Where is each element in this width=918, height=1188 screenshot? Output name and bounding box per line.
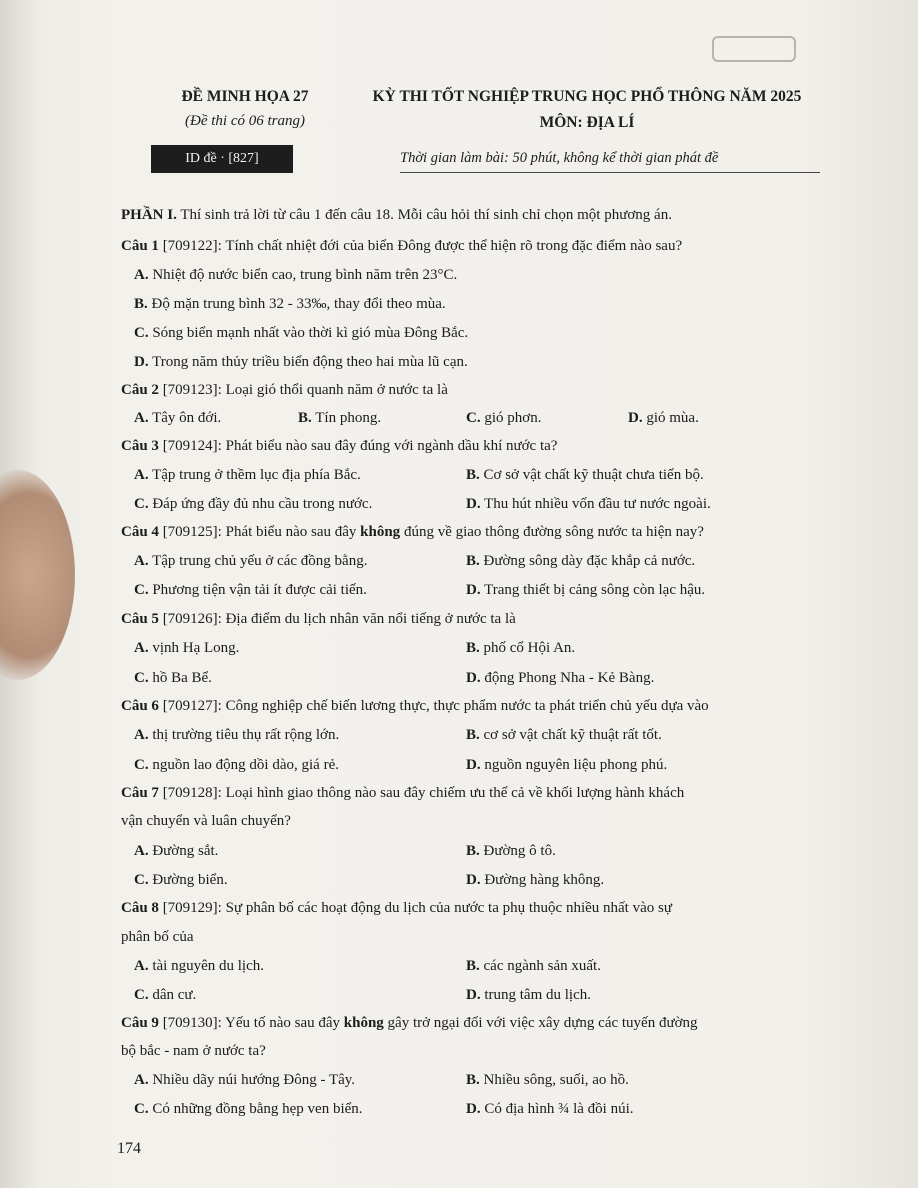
option-1b [134,296,446,313]
option-letter: B. [298,410,312,426]
option-letter: A. [134,640,149,656]
question-text: [709128]: Loại hình giao thông nào sau đây chiếm ưu thế cả về khối lượng hành khách [158,785,685,801]
option-text: Đường sông dày đặc khắp cả nước. [483,553,696,569]
option-text: thị trường tiêu thụ rất rộng lớn. [152,727,340,743]
question-text: [709123]: Loại gió thổi quanh năm ở nước ta là [158,382,448,398]
question-text: [709124]: Phát biểu nào sau đây đúng với ngành dầu khí nước ta? [158,438,558,454]
option-2b [298,410,381,427]
option-letter: D. [134,354,149,370]
question-label: Câu 8 [121,900,159,916]
option-text: Đường hàng không. [484,872,605,888]
option-letter: C. [134,987,149,1003]
pages-note: (Đề thi có 06 trang) [185,113,305,129]
option-text: Nhiều dãy núi hướng Đông - Tây. [152,1072,356,1088]
option-text: gió phơn. [484,410,542,426]
option-letter: B. [466,1072,480,1088]
option-text: Đường biển. [152,872,228,888]
question-1 [121,238,682,255]
question-label: Câu 4 [121,524,159,540]
option-8c [134,987,196,1004]
option-6c [134,757,339,774]
option-3d [466,496,711,513]
option-letter: B. [466,843,480,859]
option-letter: C. [134,582,149,598]
option-8b [466,958,601,975]
option-1c [134,325,468,342]
page-number: 174 [117,1140,141,1157]
option-letter: C. [134,670,149,686]
option-text: Nhiệt độ nước biển cao, trung bình năm trên 23°C. [152,267,458,283]
option-1d [134,354,468,371]
question-8 [121,900,672,917]
option-text: gió mùa. [646,410,699,426]
option-letter: B. [466,553,480,569]
exam-id-badge: ID đề · [827] [151,145,293,173]
option-text: tài nguyên du lịch. [152,958,264,974]
option-letter: A. [134,1072,149,1088]
option-letter: C. [134,1101,149,1117]
option-letter: B. [466,467,480,483]
option-text: Phương tiện vận tải ít được cải tiến. [152,582,367,598]
option-text: hồ Ba Bể. [152,670,212,686]
option-letter: A. [134,958,149,974]
option-3c [134,496,372,513]
option-text: Cơ sở vật chất kỹ thuật chưa tiến bộ. [483,467,704,483]
option-8d [466,987,591,1004]
option-letter: D. [628,410,643,426]
question-5 [121,611,516,628]
option-7d [466,872,604,889]
option-text: phố cổ Hội An. [483,640,576,656]
option-3b [466,467,704,484]
option-letter: A. [134,467,149,483]
question-label: Câu 6 [121,698,159,714]
option-5c [134,670,212,687]
option-6b [466,727,662,744]
option-letter: D. [466,987,481,1003]
question-emphasis: không [360,524,401,540]
question-6 [121,698,709,715]
question-label: Câu 3 [121,438,159,454]
part-text: Thí sinh trả lời từ câu 1 đến câu 18. Mỗi câu hỏi thí sinh chỉ chọn một phương án. [176,207,672,223]
option-3a [134,467,361,484]
question-text: [709127]: Công nghiệp chế biến lương thực, thực phẩm nước ta phát triển chủ yếu dựa vào [158,698,709,714]
question-text: gây trở ngại đối với việc xây dựng các tuyến đường [383,1015,698,1031]
option-letter: B. [466,727,480,743]
option-text: Trong năm thủy triều biến động theo hai mùa lũ cạn. [152,354,468,370]
option-text: nguồn nguyên liệu phong phú. [484,757,668,773]
option-2c [466,410,541,427]
option-text: trung tâm du lịch. [484,987,591,1003]
option-text: Có địa hình ¾ là đồi núi. [484,1101,634,1117]
question-9 [121,1015,698,1032]
question-2 [121,382,448,399]
exam-header-left [120,88,370,130]
option-4c [134,582,367,599]
option-letter: D. [466,757,481,773]
option-7a [134,843,218,860]
option-letter: D. [466,582,481,598]
option-text: Có những đồng bằng hẹp ven biển. [152,1101,363,1117]
option-letter: C. [134,325,149,341]
option-letter: A. [134,843,149,859]
option-letter: B. [466,640,480,656]
option-letter: A. [134,553,149,569]
question-text: [709129]: Sự phân bố các hoạt động du lịch của nước ta phụ thuộc nhiều nhất vào sự [158,900,672,916]
option-text: Tây ôn đới. [152,410,222,426]
publisher-logo [712,36,796,62]
option-7b [466,843,556,860]
option-5a [134,640,239,657]
option-6d [466,757,667,774]
exam-title: KỲ THI TỐT NGHIỆP TRUNG HỌC PHỔ THÔNG NĂM 2025 [372,88,802,105]
exam-subject: MÔN: ĐỊA LÍ [539,114,635,131]
question-8-continuation: phân bố của [121,929,194,945]
option-text: Sóng biển mạnh nhất vào thời kì gió mùa Đông Bắc. [152,325,469,341]
question-7-continuation: vận chuyển và luân chuyển? [121,813,291,829]
question-label: Câu 1 [121,238,159,254]
question-text: [709125]: Phát biểu nào sau đây [158,524,361,540]
question-text: [709126]: Địa điểm du lịch nhân văn nổi tiếng ở nước ta là [158,611,516,627]
question-label: Câu 9 [121,1015,159,1031]
option-text: cơ sở vật chất kỹ thuật rất tốt. [483,727,662,743]
option-letter: D. [466,872,481,888]
option-letter: C. [466,410,481,426]
option-text: Trang thiết bị cảng sông còn lạc hậu. [484,582,706,598]
option-2d [628,410,699,427]
option-letter: A. [134,410,149,426]
option-letter: B. [134,296,148,312]
option-letter: B. [466,958,480,974]
question-text: [709122]: Tính chất nhiệt đới của biển Đông được thể hiện rõ trong đặc điểm nào sau? [158,238,683,254]
option-letter: D. [466,1101,481,1117]
option-text: vịnh Hạ Long. [152,640,240,656]
question-text: [709130]: Yếu tố nào sau đây [158,1015,344,1031]
question-label: Câu 2 [121,382,159,398]
question-7 [121,785,684,802]
option-text: Tập trung ở thềm lục địa phía Bắc. [152,467,361,483]
option-4a [134,553,367,570]
option-letter: A. [134,727,149,743]
option-text: Đường ô tô. [483,843,556,859]
option-text: dân cư. [152,987,197,1003]
option-letter: A. [134,267,149,283]
option-2a [134,410,221,427]
option-7c [134,872,228,889]
option-text: Đường sắt. [152,843,219,859]
option-text: Nhiều sông, suối, ao hồ. [483,1072,629,1088]
question-label: Câu 5 [121,611,159,627]
time-note: Thời gian làm bài: 50 phút, không kể thời gian phát đề [400,150,820,167]
option-letter: C. [134,496,149,512]
option-letter: C. [134,757,149,773]
option-9a [134,1072,355,1089]
part-label: PHẦN I. [121,207,177,223]
option-9c [134,1101,363,1118]
option-text: Tín phong. [315,410,382,426]
question-9-continuation: bộ bắc - nam ở nước ta? [121,1043,266,1059]
option-text: các ngành sản xuất. [483,958,601,974]
option-letter: D. [466,670,481,686]
option-8a [134,958,264,975]
question-3 [121,438,557,455]
option-5d [466,670,654,687]
option-1a [134,267,457,284]
option-letter: C. [134,872,149,888]
option-9b [466,1072,629,1089]
exam-header-right [362,88,812,132]
option-4d [466,582,705,599]
question-text: đúng về giao thông đường sông nước ta hiện nay? [400,524,704,540]
option-text: Thu hút nhiều vốn đầu tư nước ngoài. [484,496,711,512]
part-instruction [121,207,672,224]
question-label: Câu 7 [121,785,159,801]
option-5b [466,640,575,657]
option-text: Tập trung chủ yếu ở các đồng bằng. [152,553,368,569]
option-9d [466,1101,634,1118]
option-text: Độ mặn trung bình 32 - 33‰, thay đổi theo mùa. [151,296,446,312]
option-letter: D. [466,496,481,512]
finger-shadow [0,470,75,680]
option-text: nguồn lao động dồi dào, giá rẻ. [152,757,339,773]
option-text: động Phong Nha - Kẻ Bàng. [484,670,655,686]
option-text: Đáp ứng đầy đủ nhu cầu trong nước. [152,496,373,512]
option-4b [466,553,695,570]
question-emphasis: không [343,1015,384,1031]
option-6a [134,727,339,744]
exam-name: ĐỀ MINH HỌA 27 [181,88,309,105]
question-4 [121,524,704,541]
